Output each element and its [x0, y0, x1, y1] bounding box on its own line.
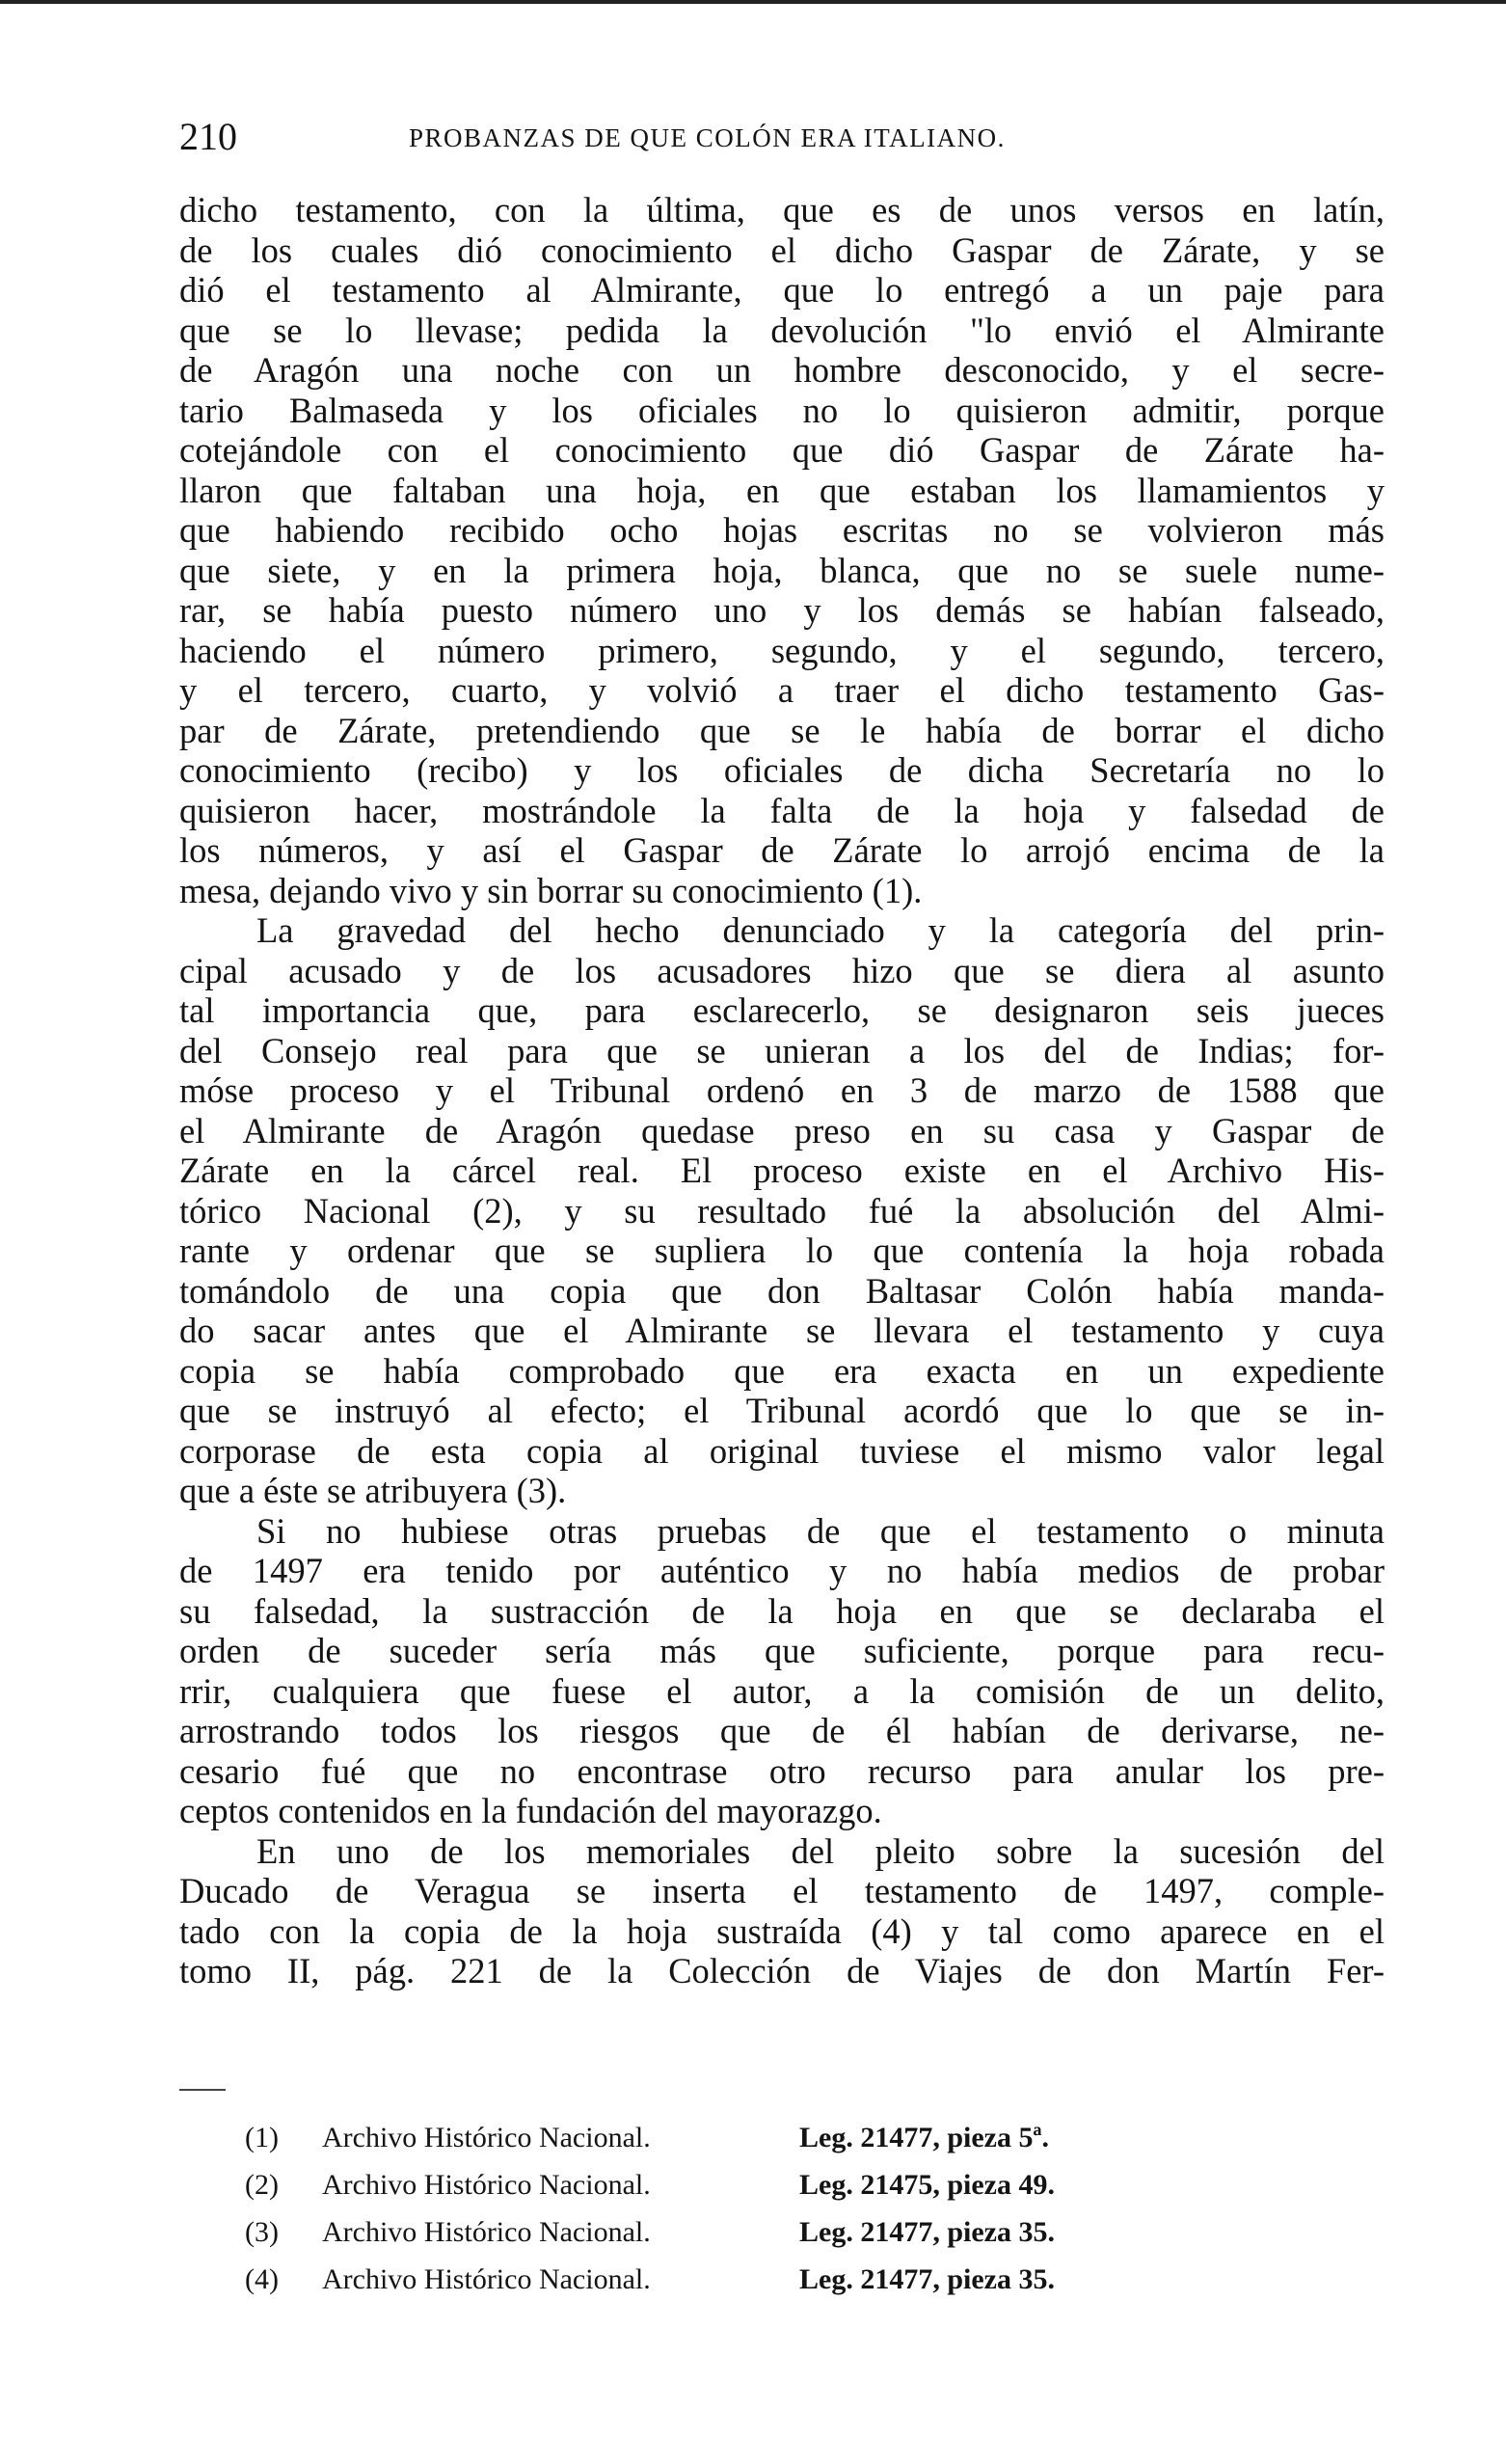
- text-line: arrostrando todos los riesgos que de él habían de derivarse, ne-: [179, 1711, 1385, 1750]
- text-line: móse proceso y el Tribunal ordenó en 3 de marzo de 1588 que: [179, 1070, 1385, 1110]
- text-line: de Aragón una noche con un hombre desconocido, y el secre-: [179, 350, 1385, 390]
- text-line: do sacar antes que el Almirante se llevara el testamento y cuya: [179, 1311, 1385, 1350]
- text-line: que se lo llevase; pedida la devolución "lo envió el Almirante: [179, 310, 1385, 350]
- text-line: Zárate en la cárcel real. El proceso existe en el Archivo His-: [179, 1151, 1385, 1190]
- text-line: orden de suceder sería más que suficiente, porque para recu-: [179, 1631, 1385, 1670]
- footnote-source: Archivo Histórico Nacional.: [322, 2122, 651, 2153]
- text-line: el Almirante de Aragón quedase preso en su casa y Gaspar de: [179, 1110, 1385, 1151]
- footnote-reference: Leg. 21475, pieza 49.: [799, 2169, 1055, 2201]
- text-line: En uno de los memoriales del pleito sobre la sucesión del: [256, 1830, 1385, 1871]
- text-line: de 1497 era tenido por auténtico y no había medios de probar: [179, 1551, 1385, 1590]
- footnote-reference: Leg. 21477, pieza 35.: [799, 2263, 1055, 2295]
- footnote-reference: Leg. 21477, pieza 5ª.: [799, 2122, 1049, 2153]
- text-line: copia se había comprobado que era exacta en un expediente: [179, 1350, 1385, 1391]
- body-text: [179, 190, 1385, 1991]
- text-line: dicho testamento, con la última, que es de unos versos en latín,: [179, 190, 1385, 230]
- text-line: tomándolo de una copia que don Baltasar Colón había manda-: [179, 1270, 1385, 1311]
- text-line: rante y ordenar que se supliera lo que contenía la hoja robada: [179, 1231, 1385, 1270]
- footnote-number: (4): [245, 2263, 279, 2295]
- footnote-source: Archivo Histórico Nacional.: [322, 2216, 651, 2248]
- text-line: que habiendo recibido ocho hojas escritas no se volvieron más: [179, 510, 1385, 550]
- text-line: los números, y así el Gaspar de Zárate lo arrojó encima de la: [179, 830, 1385, 870]
- text-line: rrir, cualquiera que fuese el autor, a la comisión de un delito,: [179, 1670, 1385, 1711]
- footnote-number: (2): [245, 2169, 279, 2201]
- text-line: cotejándole con el conocimiento que dió Gaspar de Zárate ha-: [179, 430, 1385, 470]
- footnote-number: (3): [245, 2216, 279, 2248]
- footnote-source: Archivo Histórico Nacional.: [322, 2169, 651, 2201]
- footnote-reference: Leg. 21477, pieza 35.: [799, 2216, 1055, 2248]
- footnote-number: (1): [245, 2122, 279, 2153]
- text-line: cipal acusado y de los acusadores hizo que se diera al asunto: [179, 950, 1385, 990]
- text-line: dió el testamento al Almirante, que lo entregó a un paje para: [179, 270, 1385, 310]
- footnote: [245, 2256, 1209, 2303]
- text-line: cesario fué que no encontrase otro recurso para anular los pre-: [179, 1750, 1385, 1791]
- text-line: La gravedad del hecho denunciado y la categoría del prin-: [256, 910, 1385, 950]
- text-line: tórico Nacional (2), y su resultado fué la absolución del Almi-: [179, 1190, 1385, 1231]
- page-header: [179, 114, 1385, 172]
- text-line: Ducado de Veragua se inserta el testamento de 1497, comple-: [179, 1871, 1385, 1910]
- text-line: tal importancia que, para esclarecerlo, se designaron seis jueces: [179, 990, 1385, 1030]
- text-line: haciendo el número primero, segundo, y el segundo, tercero,: [179, 630, 1385, 670]
- text-line: conocimiento (recibo) y los oficiales de dicha Secretaría no lo: [179, 750, 1385, 790]
- footnote: [245, 2208, 1209, 2256]
- text-line: llaron que faltaban una hoja, en que estaban los llamamientos y: [179, 470, 1385, 510]
- text-line: su falsedad, la sustracción de la hoja en que se declaraba el: [179, 1590, 1385, 1631]
- running-head: PROBANZAS DE QUE COLÓN ERA ITALIANO.: [409, 123, 1006, 152]
- top-rule: [0, 0, 1506, 4]
- text-line: rar, se había puesto número uno y los demás se habían falseado,: [179, 590, 1385, 630]
- footnotes: [245, 2114, 1209, 2303]
- text-line: tado con la copia de la hoja sustraída (4) y tal como aparece en el: [179, 1910, 1385, 1951]
- text-line: que a éste se atribuyera (3).: [179, 1471, 567, 1510]
- text-line: corporase de esta copia al original tuviese el mismo valor legal: [179, 1430, 1385, 1471]
- text-line: y el tercero, cuarto, y volvió a traer el dicho testamento Gas-: [179, 670, 1385, 710]
- page-number: 210: [179, 115, 237, 158]
- text-line: que se instruyó al efecto; el Tribunal acordó que lo que se in-: [179, 1391, 1385, 1430]
- text-line: de los cuales dió conocimiento el dicho Gaspar de Zárate, y se: [179, 230, 1385, 270]
- footnote-source: Archivo Histórico Nacional.: [322, 2263, 651, 2295]
- text-line: Si no hubiese otras pruebas de que el testamento o minuta: [256, 1510, 1385, 1551]
- footnote-rule: [179, 2089, 226, 2091]
- footnote: [245, 2161, 1209, 2208]
- text-line: quisieron hacer, mostrándole la falta de la hoja y falsedad de: [179, 790, 1385, 830]
- text-line: mesa, dejando vivo y sin borrar su conocimiento (1).: [179, 870, 923, 910]
- text-line: que siete, y en la primera hoja, blanca, que no se suele nume-: [179, 550, 1385, 590]
- text-line: ceptos contenidos en la fundación del mayorazgo.: [179, 1791, 882, 1830]
- footnote: [245, 2114, 1209, 2161]
- text-line: tario Balmaseda y los oficiales no lo quisieron admitir, porque: [179, 390, 1385, 430]
- text-line: par de Zárate, pretendiendo que se le había de borrar el dicho: [179, 710, 1385, 750]
- text-line: del Consejo real para que se unieran a los del de Indias; for-: [179, 1030, 1385, 1070]
- text-line: tomo II, pág. 221 de la Colección de Viajes de don Martín Fer-: [179, 1951, 1385, 1990]
